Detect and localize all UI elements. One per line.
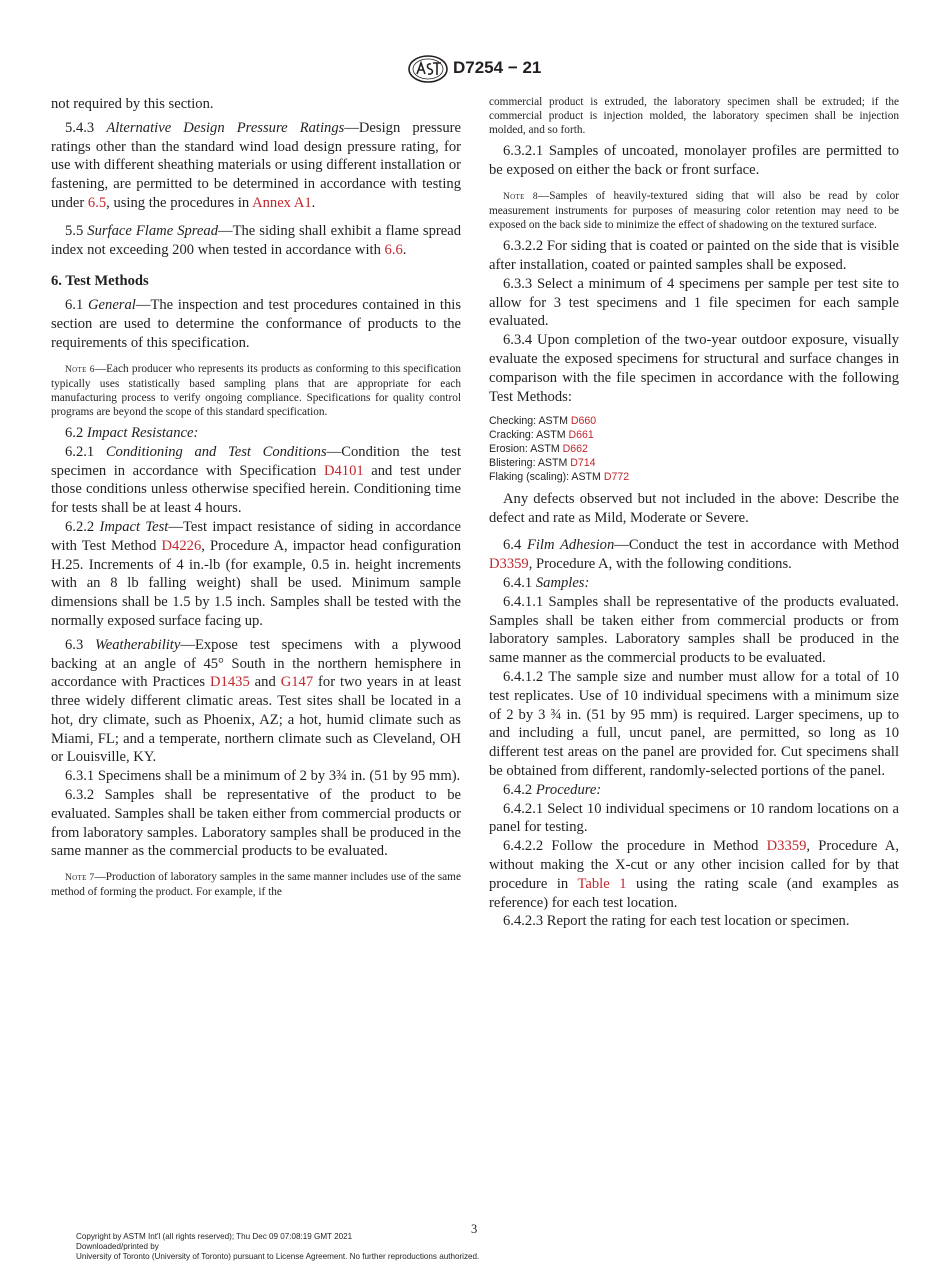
footer-line: University of Toronto (University of Toronto) pursuant to License Agreement. No further reproductions authorized. — [76, 1252, 480, 1262]
paragraph-6-4-1: 6.4.1 Samples: — [503, 575, 590, 592]
paragraph-6-3-2-2: 6.3.2.2 For siding that is coated or painted on the side that is visible after installation, coated or painted samples shall be exposed. — [489, 238, 899, 273]
link-table-1[interactable]: Table 1 — [577, 875, 627, 892]
paragraph-6-2: 6.2 Impact Resistance: — [65, 424, 199, 441]
paragraph-defects: Any defects observed but not included in the above: Describe the defect and rate as Mild, Moderate or Severe. — [489, 490, 899, 526]
link-d660[interactable]: D660 — [570, 415, 597, 428]
list-item: Flaking (scaling): ASTM D772 — [489, 470, 630, 483]
astm-logo-icon — [408, 55, 448, 83]
footer-line: Downloaded/printed by — [76, 1242, 159, 1252]
link-6-6[interactable]: 6.6 — [384, 241, 403, 258]
paragraph-continued: not required by this section. — [51, 96, 214, 112]
test-methods-list — [489, 415, 899, 485]
paragraph-6-1: 6.1 General—The inspection and test procedures contained in this section are used to determine the conformance of products to the requirements of this specification. — [51, 297, 461, 351]
footer-line: Copyright by ASTM Int'l (all rights reserved); Thu Dec 09 07:08:19 GMT 2021 — [76, 1232, 353, 1241]
paragraph-6-4-1-1: 6.4.1.1 Samples shall be representative of the products evaluated. Samples shall be taken either from commercial products or from laboratory samples. Laboratory samples shall be produced in the same manner as the commercial products to be evaluated. — [489, 593, 899, 667]
paragraph-6-4-2: 6.4.2 Procedure: — [503, 781, 602, 798]
list-item: Blistering: ASTM D714 — [489, 457, 596, 470]
page-number: 3 — [471, 1222, 478, 1236]
paragraph-6-2-1: 6.2.1 Conditioning and Test Conditions—Condition the test specimen in accordance with Specification D4101 and test under those conditions unless otherwise specified herein. Conditioning time for tests shall be at least 4 hours. — [51, 443, 462, 517]
note-6: Note 6—Each producer who represents its products as conforming to this specification typically uses statistically based sampling plans that are appropriate for each manufacturing process to verify ongoing compliance. Specifications for quality control programs are beyond the scope of this standard specification. — [51, 362, 461, 418]
link-d1435[interactable]: D1435 — [210, 674, 250, 691]
paragraph-6-4-2-2: 6.4.2.2 Follow the procedure in Method D3359, Procedure A, without making the X-cut or any other incision called for by that procedure in Table 1 using the rating scale (and examples as reference) for each test location. — [489, 838, 899, 911]
page-header — [0, 55, 950, 85]
paragraph-6-4-1-2: 6.4.1.2 The sample size and number must allow for a total of 10 test replicates. Use of 10 individual specimens with a minimum size of 2 by 3 ¾ in. (51 by 95 mm) is required. Larger specimens, up to and including a full, uncut panel, are permitted, so long as 10 different test areas on the panel are provided for. Cut specimens shall be obtained from different, randomly-selected portions of the panel. — [489, 669, 899, 780]
paragraph-6-4-2-1: 6.4.2.1 Select 10 individual specimens or 10 random locations on a panel for testing. — [489, 800, 899, 836]
left-column — [51, 95, 461, 899]
paragraph-5-4-3: 5.4.3 Alternative Design Pressure Ratings—Design pressure ratings other than the standard wind load design pressure rating, for use with different sheathing materials or using different installation or fastening, are permitted to be determined in accordance with testing under 6.5, using the procedures in Annex A1. — [51, 119, 461, 211]
paragraph-6-3: 6.3 Weatherability—Expose test specimens with a plywood backing at an angle of 45° South in the northern hemisphere in accordance with Practices D1435 and G147 for two years in at least three widely different climatic areas. Test sites shall be located in a hot, dry climate, such as Phoenix, AZ; a hot, humid climate such as Miami, FL; and a temperate, northern climate such as Cleveland, OH or Louisville, KY. — [51, 636, 462, 766]
link-g147[interactable]: G147 — [280, 674, 314, 691]
section-heading-test-methods: 6. Test Methods — [51, 273, 149, 290]
link-d4101[interactable]: D4101 — [323, 462, 364, 479]
link-annex-a1[interactable]: Annex A1 — [252, 194, 312, 211]
link-d3359[interactable]: D3359 — [489, 556, 529, 573]
paragraph-5-5: 5.5 Surface Flame Spread—The siding shall exhibit a flame spread index not exceeding 200 when tested in accordance with 6.6. — [51, 222, 462, 258]
list-item: Erosion: ASTM D662 — [489, 443, 588, 456]
paragraph-6-3-2: 6.3.2 Samples shall be representative of the product to be evaluated. Samples shall be taken either from commercial products or from laboratory samples. Laboratory samples shall be produced in the same manner as the commercial products to be evaluated. — [51, 787, 461, 860]
list-item: Cracking: ASTM D661 — [489, 429, 594, 442]
link-6-5[interactable]: 6.5 — [87, 194, 107, 211]
right-column — [489, 95, 899, 931]
copyright-footer — [76, 1232, 479, 1263]
note-8: Note 8—Samples of heavily-textured siding that will also be read by color measurement instruments for purposes of measuring color retention may need to be exposed on the back side to minimize the effect of shadowing on the textured surface. — [489, 189, 899, 232]
paragraph-6-2-2: 6.2.2 Impact Test—Test impact resistance of siding in accordance with Test Method D4226, Procedure A, impactor head configuration H.25. Increments of 4 in.-lb (for example, 0.5 in. height increments with an 8 lb falling weight) shall be used. Minimum sample dimensions shall be 1.5 by 1.5 inch. Samples shall be tested with the normally exposed surface facing up. — [51, 518, 462, 629]
paragraph-6-3-3: 6.3.3 Select a minimum of 4 specimens per sample per test site to allow for 3 test specimens and 1 file specimen for each sample evaluated. — [489, 275, 899, 330]
paragraph-6-3-4: 6.3.4 Upon completion of the two-year outdoor exposure, visually evaluate the exposed specimens for structural and surface changes in comparison with the file specimen in accordance with the following Test Methods: — [489, 332, 899, 405]
note-7: Note 7—Production of laboratory samples in the same manner includes use of the same method of forming the product. For example, if the — [51, 871, 461, 899]
link-d3359[interactable]: D3359 — [766, 838, 807, 855]
list-item: Checking: ASTM D660 — [489, 415, 597, 428]
link-d4226[interactable]: D4226 — [161, 537, 202, 554]
paragraph-6-3-2-1: 6.3.2.1 Samples of uncoated, monolayer profiles are permitted to be exposed on either the back or front surface. — [489, 143, 899, 179]
paragraph-6-3-1: 6.3.1 Specimens shall be a minimum of 2 by 3¾ in. (51 by 95 mm). — [65, 768, 461, 785]
paragraph-6-4-2-3: 6.4.2.3 Report the rating for each test location or specimen. — [503, 913, 850, 930]
link-d772[interactable]: D772 — [603, 470, 630, 483]
link-d661[interactable]: D661 — [568, 429, 594, 442]
document-designation: D7254 − 21 — [453, 58, 542, 77]
paragraph-6-4: 6.4 Film Adhesion—Conduct the test in accordance with Method D3359, Procedure A, with the following conditions. — [489, 537, 899, 573]
link-d714[interactable]: D714 — [570, 457, 596, 470]
link-d662[interactable]: D662 — [562, 443, 588, 456]
note-7-continued: commercial product is extruded, the laboratory specimen shall be extruded; if the commercial product is injection molded, the laboratory specimen shall be injection molded, and so forth. — [489, 96, 899, 137]
